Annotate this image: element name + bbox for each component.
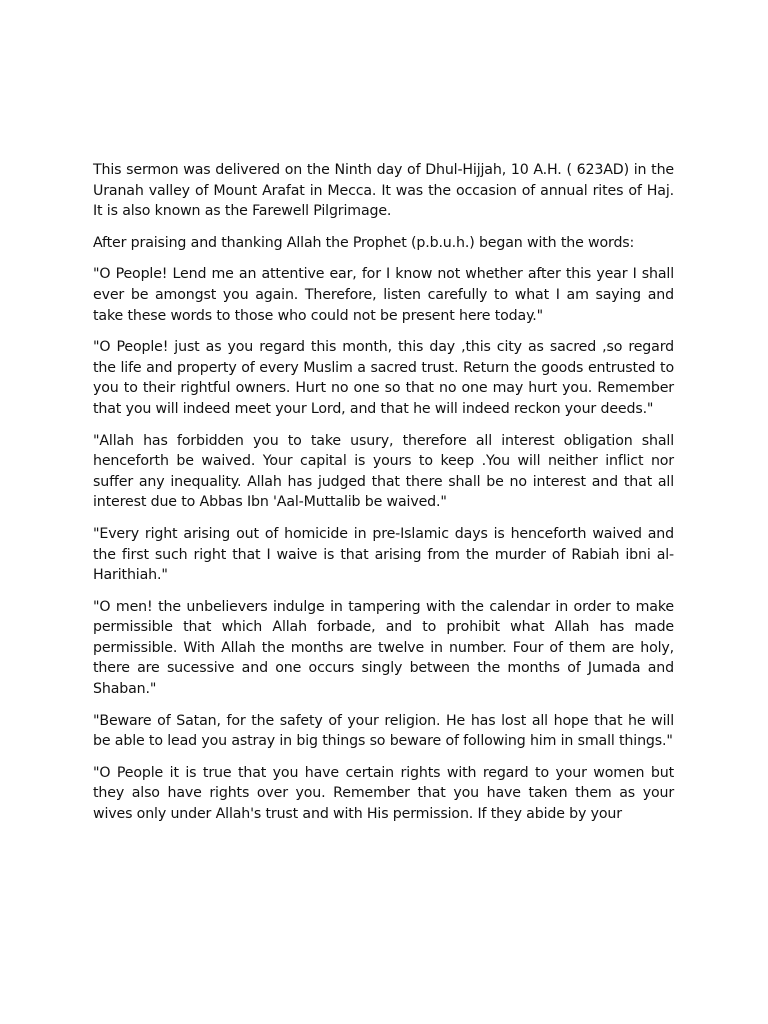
paragraph-women-rights: "O People it is true that you have certain rights with regard to your women but they also have rights over you. Remember that you have taken them as your wives only under Allah's trust and with His permission. If they abide by your [93,764,674,823]
document-page [93,160,674,836]
paragraph-usury: "Allah has forbidden you to take usury, therefore all interest obligation shall henceforth be waived. Your capital is yours to keep .You will neither inflict nor suffer any inequality. Allah has judged that there shall be no interest and that all interest due to Abbas Ibn 'Aal-Muttalib be waived." [93,432,674,511]
paragraph-intro: This sermon was delivered on the Ninth day of Dhul-Hijjah, 10 A.H. ( 623AD) in the Uranah valley of Mount Arafat in Mecca. It was the occasion of annual rites of Haj. It is also known as the Farewell Pilgrimage. [93,162,674,220]
paragraph-satan: "Beware of Satan, for the safety of your religion. He has lost all hope that he will be able to lead you astray in big things so beware of following him in small things." [93,712,674,750]
paragraph-sacred-trust: "O People! just as you regard this month, this day ,this city as sacred ,so regard the life and property of every Muslim a sacred trust. Return the goods entrusted to you to their rightful owners. Hurt no one so that no one may hurt you. Remember that you will indeed meet your Lord, and that he will indeed reckon your deeds." [93,339,674,417]
paragraph-homicide: "Every right arising out of homicide in pre-Islamic days is henceforth waived and the first such right that I waive is that arising from the murder of Rabiah ibni al-Harithiah." [93,525,674,584]
paragraph-praising: After praising and thanking Allah the Prophet (p.b.u.h.) began with the words: [93,234,635,251]
paragraph-attentive-ear: "O People! Lend me an attentive ear, for I know not whether after this year I shall ever be amongst you again. Therefore, listen carefully to what I am saying and take these words to those who could not be present here today." [93,266,674,324]
paragraph-calendar: "O men! the unbelievers indulge in tampering with the calendar in order to make permissible that which Allah forbade, and to prohibit what Allah has made permissible. With Allah the months are twelve in number. Four of them are holy, there are sucessive and one occurs singly between the months of Jumada and Shaban." [93,598,674,698]
